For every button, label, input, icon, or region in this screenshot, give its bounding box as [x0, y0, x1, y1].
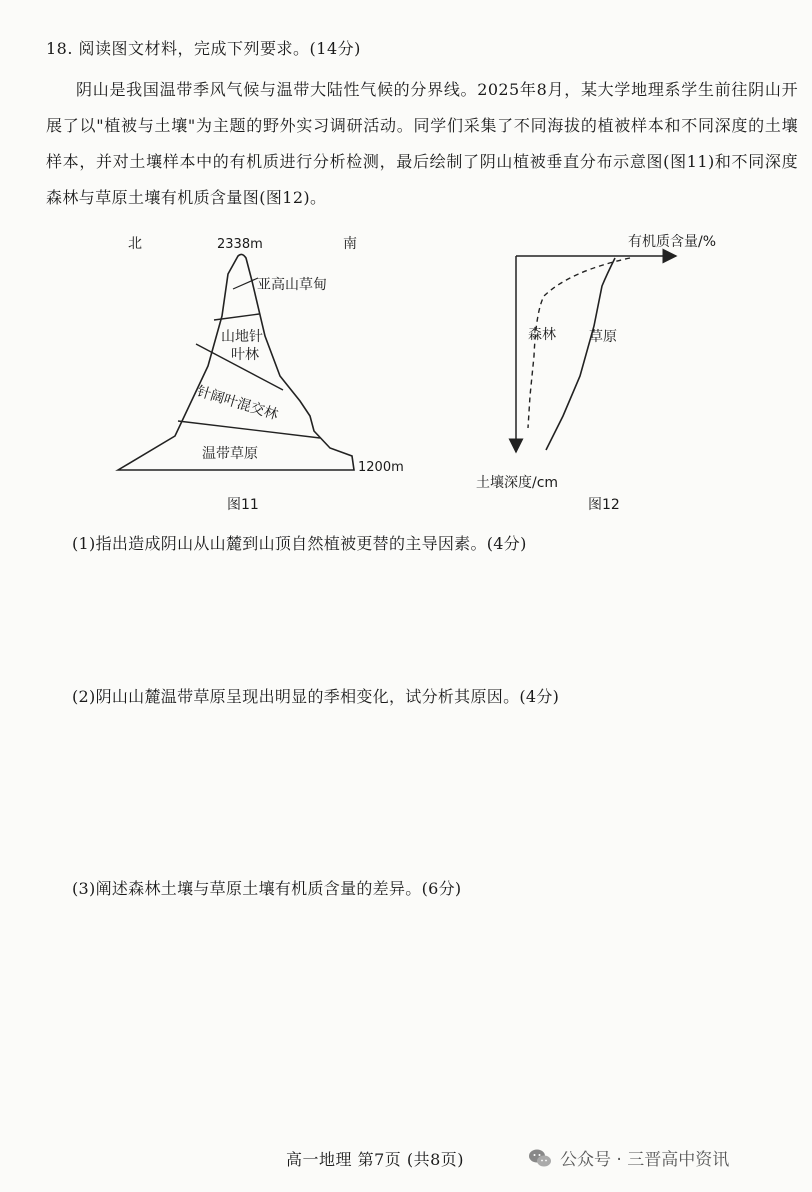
figure-11: [100, 226, 404, 516]
zone-subalpine-meadow: 亚高山草甸: [257, 277, 327, 293]
zone-line-subalpine-conifer: [214, 314, 259, 320]
label-peak-elevation: 2338m: [217, 237, 263, 252]
zone-temperate-steppe: 温带草原: [202, 446, 258, 462]
x-axis-label: 有机质含量/%: [628, 234, 717, 250]
y-axis-label: 土壤深度/cm: [476, 475, 559, 491]
watermark-text: 公众号 · 三晋高中资讯: [560, 1150, 730, 1170]
watermark: [528, 1145, 729, 1170]
zone-conifer-line1: 山地针: [221, 329, 263, 345]
label-north: 北: [128, 236, 142, 252]
series-forest-label: 森林: [528, 327, 556, 343]
label-south: 南: [343, 236, 357, 252]
zone-line-mixed-steppe: [178, 421, 320, 438]
wechat-icon: [528, 1146, 552, 1170]
zone-mixed-forest: 针阔叶混交林: [194, 383, 280, 424]
zone-conifer-line2: 叶林: [231, 347, 259, 363]
figure-11-caption: 图11: [227, 497, 259, 513]
label-base-elevation: 1200m: [358, 460, 404, 475]
sub-question-2: (2)阴山山麓温带草原呈现出明显的季相变化，试分析其原因。(4分): [72, 687, 560, 706]
figure-12-caption: 图12: [588, 497, 620, 513]
grassland-curve: [546, 258, 615, 450]
sub-question-1: (1)指出造成阴山从山麓到山顶自然植被更替的主导因素。(4分): [72, 534, 527, 553]
series-grassland-label: 草原: [589, 329, 617, 345]
question-paragraph: 阴山是我国温带季风气候与温带大陆性气候的分界线。2025年8月，某大学地理系学生前往阴山开展了以"植被与土壤"为主题的野外实习调研活动。同学们采集了不同海拔的植被样本和不同深度的土壤样本，并对土壤样本中的有机质进行分析检测，最后绘制了阴山植被垂直分布示意图(图11)和不同深度森林与草原土壤有机质含量图(图12)。: [46, 80, 798, 207]
figure-12: [470, 226, 770, 516]
sub-question-3: (3)阐述森林土壤与草原土壤有机质含量的差异。(6分): [72, 879, 462, 898]
page-footer: 高一地理 第7页 (共8页): [286, 1150, 465, 1169]
question-title: 18. 阅读图文材料，完成下列要求。(14分): [46, 39, 361, 58]
